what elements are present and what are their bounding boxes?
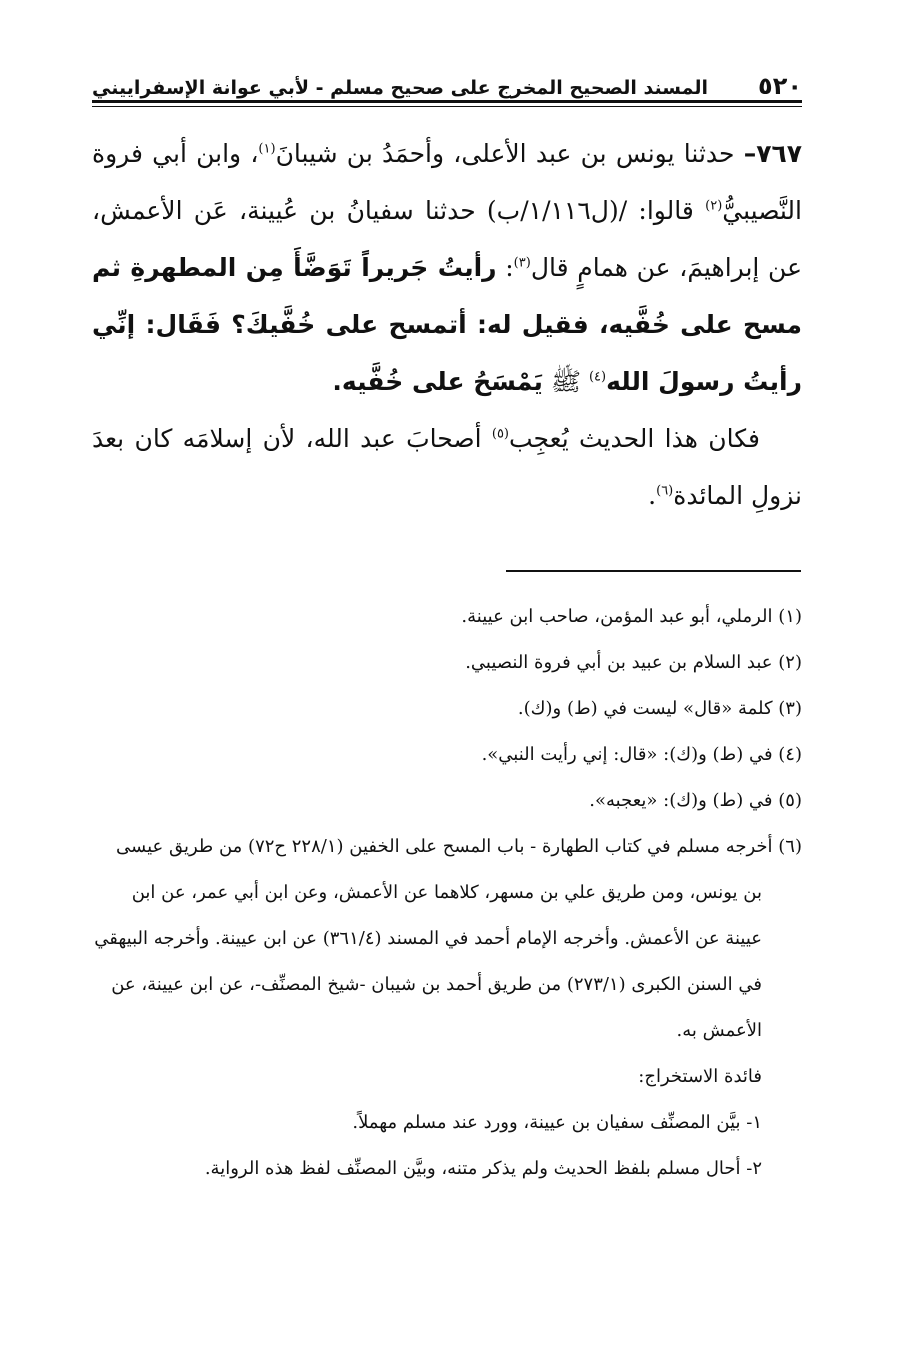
running-title: المسند الصحيح المخرج على صحيح مسلم - لأبي عوانة الإسفراييني — [92, 77, 708, 99]
footnote-4: (٤) في (ط) و(ك): «قال: إني رأيت النبي». — [481, 744, 802, 765]
footnote-ref-6: (٦) — [656, 483, 674, 499]
isnad-part-2: ، وابن أبي فروة النَّصيبيُّ — [92, 139, 802, 225]
benefit-item-1: ١- بيَّن المصنِّف سفيان بن عيينة، وورد عند مسلم مهملاً. — [352, 1112, 762, 1133]
footnote-1: (١) الرملي، أبو عبد المؤمن، صاحب ابن عيينة. — [461, 606, 802, 627]
hadith-paragraph — [92, 125, 802, 410]
header-rule-thin — [92, 106, 802, 107]
benefit-title: فائدة الاستخراج: — [638, 1066, 762, 1087]
hadith-number: ٧٦٧ — [756, 139, 802, 168]
commentary-end: . — [648, 481, 657, 510]
footnote-5: (٥) في (ط) و(ك): «يعجبه». — [589, 790, 802, 811]
isnad-part-4: : — [496, 253, 514, 282]
footnote-6-number: (٦) — [772, 836, 802, 857]
isnad-part-3: قالوا: /(ل١/١١٦/ب) حدثنا سفيانُ بن عُيينة، عَن الأعمش، عن إبراهيمَ، عن همامٍ قال — [92, 196, 802, 282]
footnote-ref-3: (٣) — [513, 255, 531, 271]
hadith-dash: – — [743, 139, 757, 168]
commentary-part-1: فكان هذا الحديث يُعجِب — [509, 424, 760, 453]
page-number: ٥٢٠ — [758, 72, 802, 100]
footnote-separator — [506, 570, 801, 572]
isnad-part-1: حدثنا يونس بن عبد الأعلى، وأحمَدُ بن شيبانَ — [275, 139, 744, 168]
footnote-ref-5: (٥) — [491, 426, 509, 442]
matn-part-1: رأيتُ جَريراً تَوَضَّأَ مِن المطهرةِ ثم مسح على خُفَّيه، فقيل له: أتمسح على خُفَّيكَ؟ فَقَال: إنِّي رأيتُ رسولَ الله — [92, 253, 802, 396]
footnote-6 — [92, 824, 802, 1054]
footnotes — [92, 594, 802, 1192]
header-rule-thick — [92, 100, 802, 103]
page-header — [92, 72, 802, 100]
footnote-2: (٢) عبد السلام بن عبيد بن أبي فروة النصيبي. — [465, 652, 802, 673]
commentary-part-2: أصحابَ عبد الله، لأن إسلامَه كان بعدَ نزولِ المائدة — [92, 424, 802, 510]
benefit-item-2: ٢- أحال مسلم بلفظ الحديث ولم يذكر متنه، وبيَّن المصنِّف لفظ هذه الرواية. — [204, 1158, 762, 1179]
hadith-text — [92, 125, 802, 524]
footnote-ref-2: (٢) — [705, 198, 723, 214]
footnote-ref-1: (١) — [258, 141, 276, 157]
footnote-ref-4: (٤) — [588, 369, 607, 385]
matn-part-2: يَمْسَحُ على خُفَّيه. — [332, 367, 543, 396]
footnote-3: (٣) كلمة «قال» ليست في (ط) و(ك). — [517, 698, 802, 719]
salutation-glyph: ﷺ — [542, 367, 589, 396]
commentary-paragraph — [92, 410, 802, 524]
footnote-6-text: أخرجه مسلم في كتاب الطهارة - باب المسح على الخفين (٢٢٨/١ ح٧٢) من طريق عيسى بن يونس، ومن طريق علي بن مسهر، كلاهما عن الأعمش، وعن ابن أبي عمر، عن ابن عيينة عن الأعمش. وأخرجه الإمام أحمد في المسند (٣٦١/٤) عن ابن عيينة. وأخرجه البيهقي في السنن الكبرى (٢٧٣/١) من طريق أحمد بن شيبان -شيخ المصنِّف-، عن ابن عيينة، عن الأعمش به. — [94, 836, 773, 1041]
